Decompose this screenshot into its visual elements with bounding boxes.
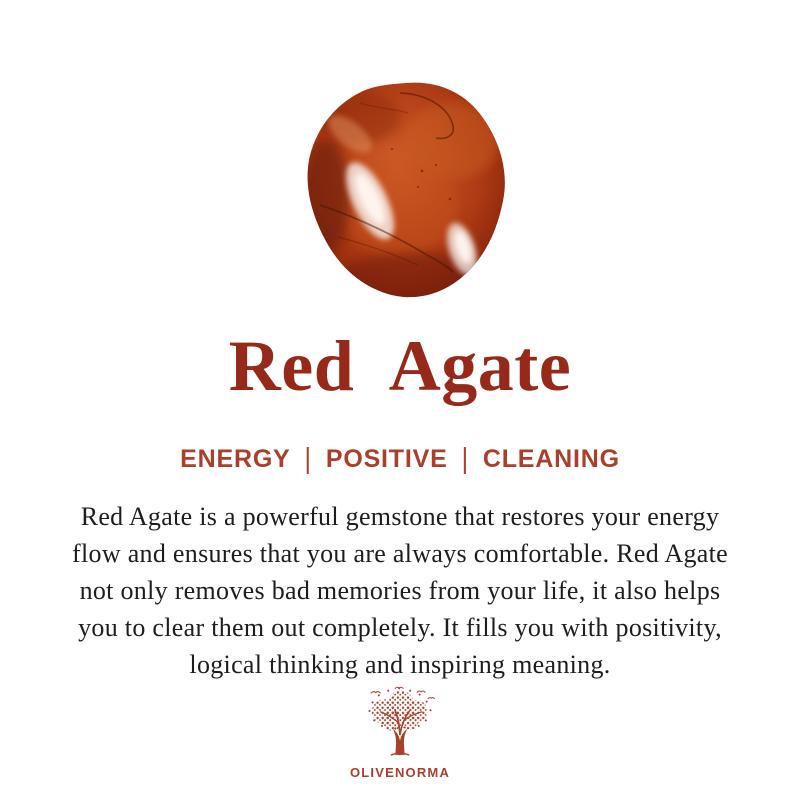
description-line: Red Agate is a powerful gemstone that restores your energy: [80, 502, 720, 531]
tag-energy: ENERGY: [180, 445, 291, 473]
red-agate-stone-image: [300, 79, 512, 299]
brand-name: OLIVENORMA: [349, 765, 451, 780]
description-line: you to clear them out completely. It fills you with positivity,: [78, 613, 722, 642]
tag-separator: |: [304, 442, 312, 476]
tree-logo-icon: [353, 686, 447, 758]
tag-cleaning: CLEANING: [482, 445, 620, 473]
red-agate-stone-graphic: [300, 79, 512, 299]
description-line: not only removes bad memories from your life, it also helps: [79, 576, 721, 605]
brand-logo: [0, 686, 800, 780]
description-line: flow and ensures that you are always comfortable. Red Agate: [72, 539, 728, 568]
tag-list: [0, 444, 800, 474]
tag-separator: |: [461, 442, 469, 476]
description-line: logical thinking and inspiring meaning.: [189, 650, 611, 679]
tag-positive: POSITIVE: [325, 445, 448, 473]
product-description: [0, 498, 800, 683]
page-title: Red Agate: [228, 326, 572, 406]
